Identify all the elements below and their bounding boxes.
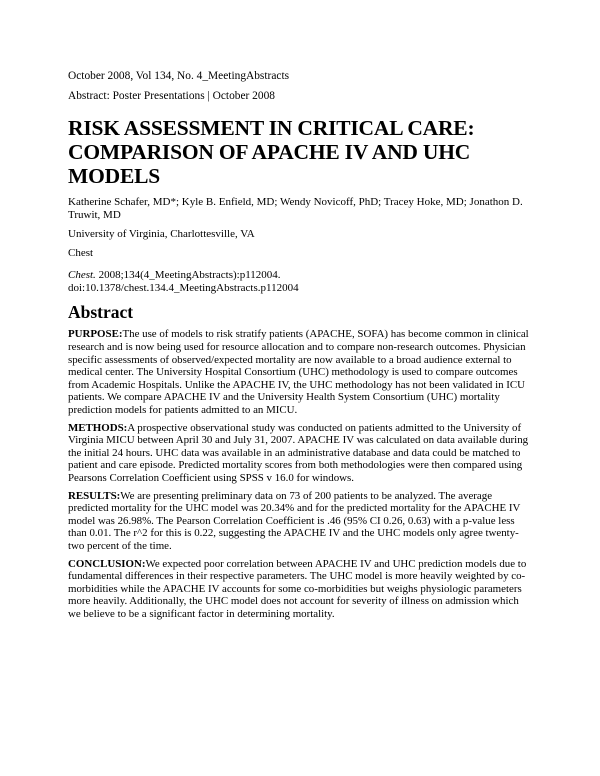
conclusion-section	[68, 558, 533, 621]
affiliation: University of Virginia, Charlottesville, VA	[68, 227, 255, 240]
section-line: Abstract: Poster Presentations | October 2008	[68, 90, 275, 102]
section-label: PURPOSE:	[68, 328, 123, 341]
citation-details: 2008;134(4_MeetingAbstracts):p112004.	[95, 268, 281, 281]
citation-journal: Chest.	[68, 268, 96, 281]
section-text: The use of models to risk stratify patients (APACHE, SOFA) has become common in clinical research and is now being used for resource allocation and to compare non-research outcomes. Physician specific assessments of observed/expected mortality are now available to a broad audience external to medical center. The University Hospital Consortium (UHC) methodology is used to compare outcomes from Academic Hospitals. Unlike the APACHE IV, the UHC methodology has not been validated in ICU patients. We compare APACHE IV and the University Health System Consortium (UHC) mortality prediction models for patients admitted to an MICU.	[68, 328, 529, 416]
purpose-section	[68, 328, 533, 416]
section-label: METHODS:	[68, 421, 128, 434]
author-list: Katherine Schafer, MD*; Kyle B. Enfield, MD; Wendy Novicoff, PhD; Tracey Hoke, MD; Jonathon D. Truwit, MD	[68, 196, 523, 222]
results-section	[68, 490, 533, 553]
doi: doi:10.1378/chest.134.4_MeetingAbstracts.p112004	[68, 282, 299, 295]
journal-name: Chest	[68, 247, 94, 260]
section-label: RESULTS:	[68, 489, 121, 502]
section-text: A prospective observational study was conducted on patients admitted to the University of Virginia MICU between April 30 and July 31, 2007. APACHE IV was calculated on data available during the initial 24 hours. UHC data was available in an administrative database and data could be matched to patient and care episode. Predicted mortality scores from both methodologies were then compared using Pearsons Correlation Coefficient using SPSS v 16.0 for windows.	[68, 421, 529, 484]
issue-line: October 2008, Vol 134, No. 4_MeetingAbstracts	[68, 70, 290, 82]
section-text: We are presenting preliminary data on 73 of 200 patients to be analyzed. The average predicted mortality for the UHC model was 20.34% and for the predicted mortality for the APACHE IV model was 26.98%. The Pearson Correlation Coefficient is .46 (95% CI 0.26, 0.63) with a p-value less than 0.01. The r^2 for this is 0.22, suggesting the APACHE IV and the UHC models only agree twenty-two percent of the time.	[68, 489, 521, 552]
abstract-heading: Abstract	[68, 302, 134, 323]
section-text: We expected poor correlation between APACHE IV and UHC prediction models due to fundamental differences in their respective parameters. The UHC model is more heavily weighted by co-morbidities while the APACHE IV accounts for some co-morbidities but weighs physiologic parameters more heavily. Additionally, the UHC model does not account for severity of illness on admission which we believe to be a significant factor in determining mortality.	[68, 557, 527, 620]
article-title: RISK ASSESSMENT IN CRITICAL CARE: COMPARISON OF APACHE IV AND UHC MODELS	[68, 116, 475, 188]
methods-section	[68, 422, 533, 485]
citation	[68, 269, 533, 282]
document-page	[68, 68, 533, 626]
section-label: CONCLUSION:	[68, 557, 146, 570]
